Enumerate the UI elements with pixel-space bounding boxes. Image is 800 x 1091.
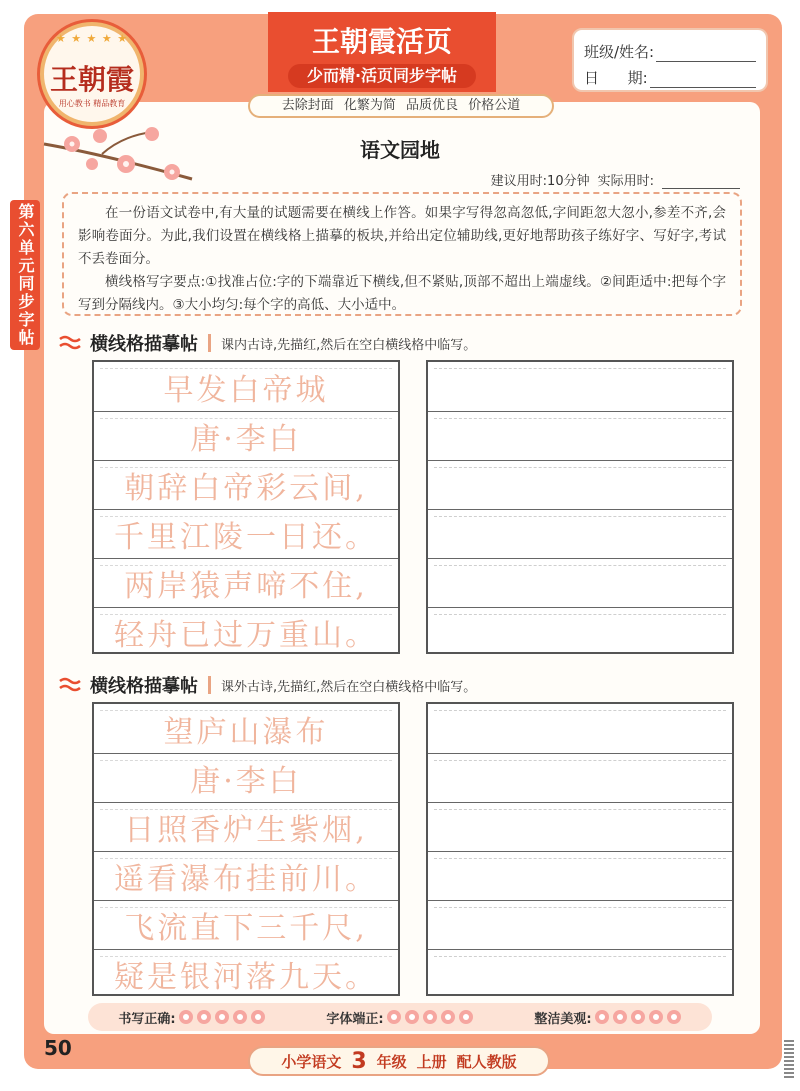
date-row (584, 62, 756, 88)
flower-icon[interactable] (458, 1009, 474, 1025)
slogan-bar: 去除封面 化繁为简 品质优良 价格公道 (248, 94, 554, 118)
trace-grid (92, 360, 400, 654)
flower-icon[interactable] (440, 1009, 456, 1025)
trace-text: 千里江陵一日还。 (114, 520, 378, 555)
subject-label: 小学语文 (281, 1052, 342, 1071)
actual-time-label: 实际用时: (597, 174, 654, 189)
practice-heading (58, 330, 476, 356)
class-name-row (584, 36, 756, 62)
trace-row[interactable] (94, 802, 398, 851)
trace-row[interactable] (94, 607, 398, 656)
logo-text: 王朝霞 (49, 63, 134, 96)
flower-icon[interactable] (250, 1009, 266, 1025)
trace-row[interactable] (94, 900, 398, 949)
section-title: 语文园地 (360, 138, 440, 162)
suggested-time: 建议用时:10分钟 (490, 174, 590, 189)
divider (208, 676, 211, 694)
flower-icon[interactable] (232, 1009, 248, 1025)
trace-text: 朝辞白帝彩云间, (124, 471, 368, 506)
trace-text: 两岸猿声啼不住, (124, 569, 368, 604)
rating-correct (118, 1008, 265, 1027)
grade-number: 3 (351, 1048, 367, 1074)
trace-text: 唐·李白 (190, 764, 302, 799)
flower-icon[interactable] (422, 1009, 438, 1025)
trace-row[interactable] (94, 558, 398, 607)
trace-text: 早发白帝城 (163, 372, 329, 408)
intro-paragraph: 横线格写字要点:①找准占位:字的下端靠近下横线,但不紧贴,顶部不超出上端虚线。②间距适中:把每个字写到分隔线内。③大小均匀:每个字的高低、大小适中。 (78, 274, 726, 313)
practice-desc: 课内古诗,先描红,然后在空白横线格中临写。 (221, 337, 477, 353)
rating-neat (326, 1008, 473, 1027)
brand-banner (268, 12, 496, 92)
blank-row[interactable] (428, 411, 732, 460)
brand-title: 王朝霞活页 (311, 25, 452, 58)
page-number: 50 (44, 1036, 72, 1060)
trace-row[interactable] (94, 509, 398, 558)
flower-icon[interactable] (666, 1009, 682, 1025)
blank-row[interactable] (428, 362, 732, 411)
practice-title: 横线格描摹帖 (90, 676, 198, 697)
trace-row[interactable] (94, 851, 398, 900)
blank-row[interactable] (428, 851, 732, 900)
blank-row[interactable] (428, 460, 732, 509)
edition-label: 配人教版 (456, 1052, 517, 1071)
trace-text: 飞流直下三千尺, (124, 911, 368, 946)
wave-icon (58, 334, 86, 352)
unit-side-tab: 第六单元同步字帖 (10, 200, 40, 350)
trace-row[interactable] (94, 411, 398, 460)
practice-heading (58, 672, 476, 698)
rating-clean (534, 1008, 681, 1027)
grade-footer (248, 1046, 550, 1076)
time-row (491, 170, 740, 189)
rating-bar (88, 1003, 712, 1031)
date-field[interactable] (650, 70, 756, 88)
trace-row[interactable] (94, 362, 398, 411)
actual-time-field[interactable] (662, 175, 740, 189)
rating-label: 书写正确: (118, 1011, 176, 1027)
flower-icon[interactable] (386, 1009, 402, 1025)
class-name-field[interactable] (656, 44, 756, 62)
intro-box (62, 192, 742, 316)
trace-text: 唐·李白 (190, 422, 302, 457)
practice-title: 横线格描摹帖 (90, 334, 198, 355)
divider (208, 334, 211, 352)
blank-row[interactable] (428, 509, 732, 558)
flower-icon[interactable] (648, 1009, 664, 1025)
wave-icon (58, 676, 86, 694)
flower-icon[interactable] (594, 1009, 610, 1025)
date-label: 日 期: (584, 69, 648, 87)
blank-row[interactable] (428, 949, 732, 998)
intro-paragraph: 在一份语文试卷中,有大量的试题需要在横线上作答。如果字写得忽高忽低,字间距忽大忽小,参差不齐,会影响卷面分。为此,我们设置在横线格上描摹的板块,并给出定位辅助线,更好地帮助孩子练好字、写好字,考试不丢卷面分。 (78, 205, 726, 267)
blank-row[interactable] (428, 558, 732, 607)
trace-text: 日照香炉生紫烟, (124, 813, 368, 848)
blank-row[interactable] (428, 900, 732, 949)
trace-text: 轻舟已过万重山。 (114, 618, 378, 653)
flower-icon[interactable] (214, 1009, 230, 1025)
star-icon: ★ ★ ★ ★ ★ (55, 32, 129, 45)
class-name-label: 班级/姓名: (584, 43, 655, 61)
trace-row[interactable] (94, 460, 398, 509)
flower-icon[interactable] (630, 1009, 646, 1025)
flower-icon[interactable] (178, 1009, 194, 1025)
flower-icon[interactable] (612, 1009, 628, 1025)
trace-row[interactable] (94, 704, 398, 753)
trace-row[interactable] (94, 949, 398, 998)
trace-text: 望庐山瀑布 (163, 714, 329, 750)
rating-label: 字体端正: (326, 1011, 384, 1027)
blank-row[interactable] (428, 704, 732, 753)
trace-text: 疑是银河落九天。 (114, 960, 378, 995)
binding-strip (784, 1040, 794, 1080)
logo-subtext: 用心教书 精品教育 (58, 99, 126, 108)
blank-grid (426, 360, 734, 654)
brand-logo (40, 22, 144, 126)
brand-subtitle: 少而精·活页同步字帖 (288, 64, 476, 88)
rating-label: 整洁美观: (534, 1011, 592, 1027)
blank-row[interactable] (428, 607, 732, 656)
volume-label: 上册 (416, 1052, 447, 1071)
student-info-box (572, 28, 768, 92)
trace-text: 遥看瀑布挂前川。 (114, 862, 378, 897)
blank-row[interactable] (428, 753, 732, 802)
grade-label: 年级 (376, 1052, 407, 1071)
blank-grid (426, 702, 734, 996)
flower-icon[interactable] (196, 1009, 212, 1025)
trace-row[interactable] (94, 753, 398, 802)
practice-desc: 课外古诗,先描红,然后在空白横线格中临写。 (221, 679, 477, 695)
trace-grid (92, 702, 400, 996)
blank-row[interactable] (428, 802, 732, 851)
flower-icon[interactable] (404, 1009, 420, 1025)
